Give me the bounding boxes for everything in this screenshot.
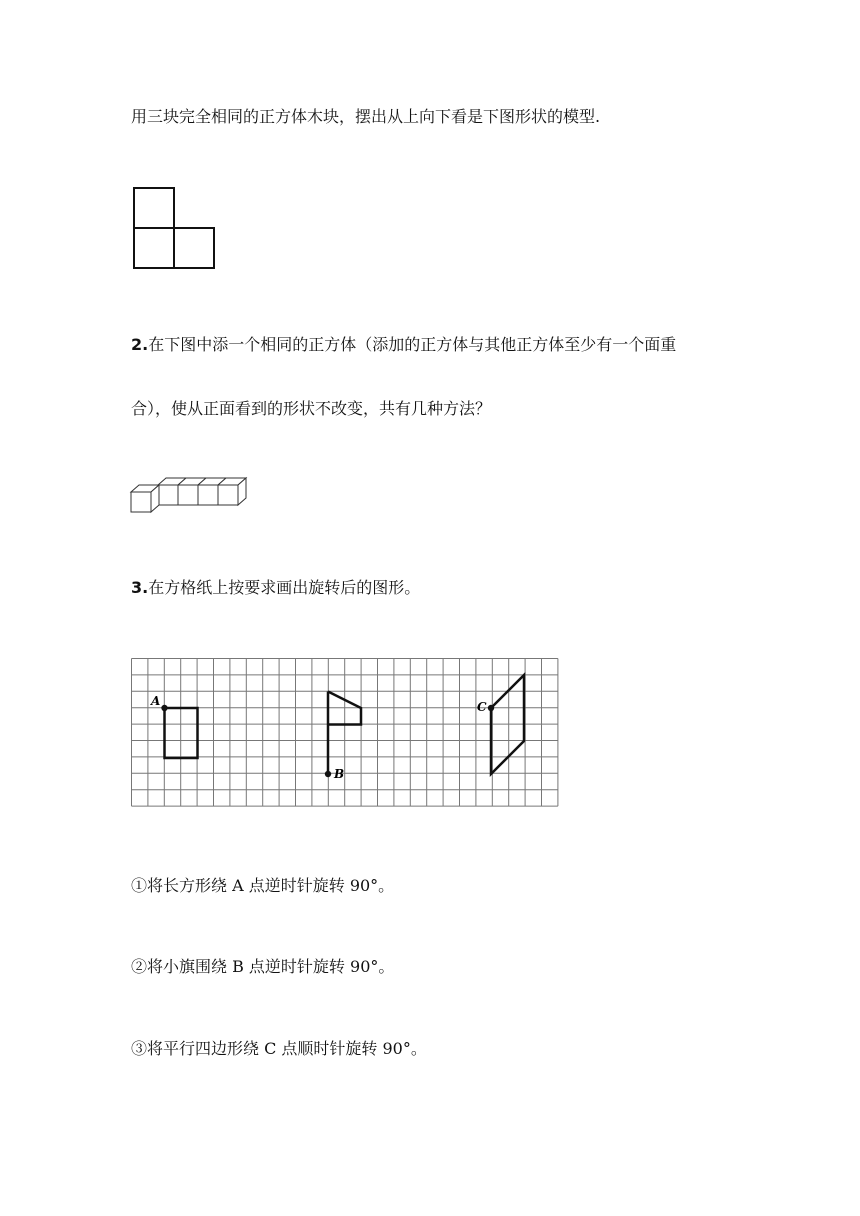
cube-back-3-front xyxy=(198,485,218,505)
point-b xyxy=(325,771,331,777)
square-bottom-right xyxy=(174,228,214,268)
cube-back-4-front xyxy=(218,485,238,505)
q2-number: 2. xyxy=(131,335,149,354)
square-bottom-left xyxy=(134,228,174,268)
q3-task-1: ①将长方形绕 A 点逆时针旋转 90°。 xyxy=(131,876,395,895)
square-grid xyxy=(132,659,558,807)
q3-line xyxy=(131,577,420,599)
q2-text-line2: 合），使从正面看到的形状不改变，共有几种方法？ xyxy=(131,399,492,418)
q3-text: 在方格纸上按要求画出旋转后的图形。 xyxy=(148,578,421,597)
label-a: A xyxy=(151,694,161,708)
cube-back-2-front xyxy=(178,485,198,505)
label-c: C xyxy=(477,700,487,714)
label-b: B xyxy=(334,767,345,781)
q2-text-line1: 在下图中添一个相同的正方体（添加的正方体与其他正方体至少有一个面重 xyxy=(148,335,677,354)
cube-back-1-front xyxy=(158,485,178,505)
q3-task-2: ②将小旗围绕 B 点逆时针旋转 90°。 xyxy=(131,957,395,976)
point-c xyxy=(488,705,494,711)
q1-text: 用三块完全相同的正方体木块，摆出从上向下看是下图形状的模型. xyxy=(131,107,601,126)
point-a xyxy=(161,705,167,711)
q3-task-3: ③将平行四边形绕 C 点顺时针旋转 90°。 xyxy=(131,1039,427,1058)
q1-top-view-figure xyxy=(133,187,215,269)
q2-cube-row-figure xyxy=(130,477,250,515)
q3-number: 3. xyxy=(131,578,149,597)
cube-front-face xyxy=(131,492,151,512)
q3-grid-figure xyxy=(131,658,558,809)
square-top xyxy=(134,188,174,228)
q2-line1 xyxy=(131,334,676,356)
